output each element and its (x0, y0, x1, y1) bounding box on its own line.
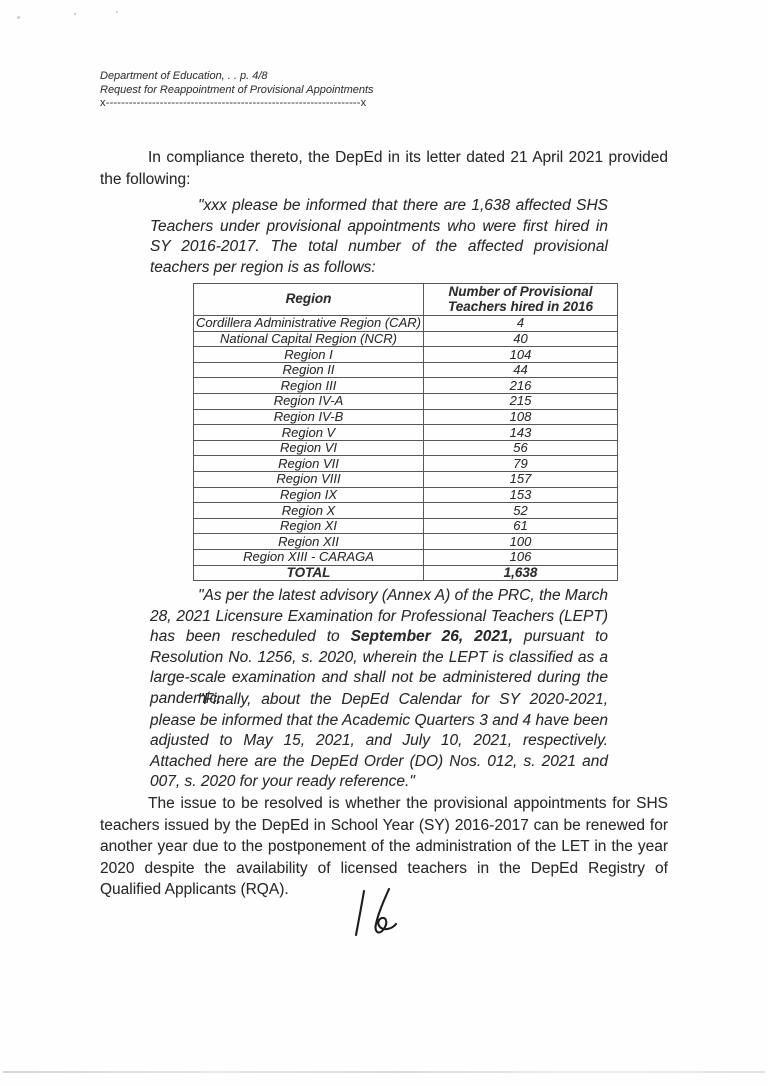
intro-paragraph: In compliance thereto, the DepEd in its letter dated 21 April 2021 provided the following: (100, 149, 668, 188)
count-cell: 61 (424, 518, 618, 534)
table-row (194, 347, 618, 363)
count-cell: 153 (424, 487, 618, 503)
table-row (194, 378, 618, 394)
region-table (193, 283, 618, 581)
document-header (100, 70, 374, 111)
table-row (194, 331, 618, 347)
quote-paragraph-3: "Finally, about the DepEd Calendar for SY 2020-2021, please be informed that the Academic Quarters 3 and 4 have been adjusted to May 15, 2021, and July 10, 2021, respectively. Attached here are the DepEd Order (DO) Nos. 012, s. 2021 and 007, s. 2020 for your ready reference." (150, 691, 608, 790)
count-cell: 44 (424, 362, 618, 378)
total-count-cell: 1,638 (424, 565, 618, 581)
count-cell: 215 (424, 393, 618, 409)
page-edge-line (3, 1071, 765, 1073)
table-row (194, 534, 618, 550)
region-cell: Region V (194, 425, 424, 441)
count-cell: 157 (424, 471, 618, 487)
total-label-cell: TOTAL (194, 565, 424, 581)
table-row (194, 393, 618, 409)
quote2-bold-date: September 26, 2021, (350, 628, 513, 645)
region-cell: Cordillera Administrative Region (CAR) (194, 316, 424, 332)
count-cell: 104 (424, 347, 618, 363)
table-row (194, 456, 618, 472)
count-cell: 100 (424, 534, 618, 550)
header-subject-line: Request for Reappointment of Provisional Appointments (100, 83, 374, 96)
count-cell: 56 (424, 440, 618, 456)
quote-paragraph-1: "xxx please be informed that there are 1,638 affected SHS Teachers under provisional appointments who were first hired in SY 2016-2017. The total number of the affected provisional teachers per region is as follows: (150, 197, 608, 276)
region-cell: Region XIII - CARAGA (194, 549, 424, 565)
column-header-count: Number of Provisional Teachers hired in 2016 (424, 284, 618, 316)
count-cell: 106 (424, 549, 618, 565)
scan-speck (74, 13, 76, 15)
quote2-text-post: pursuant to Resolution No. 1256, s. 2020, wherein the LEPT is classified as a large-scale examination and shall not be administered during the pandemic. (150, 628, 608, 707)
count-cell: 216 (424, 378, 618, 394)
region-cell: Region IX (194, 487, 424, 503)
table-row (194, 487, 618, 503)
closing-paragraph: The issue to be resolved is whether the provisional appointments for SHS teachers issued by the DepEd in School Year (SY) 2016-2017 can be renewed for another year due to the postponement of the administration of the LET in the year 2020 despite the availability of licensed teachers in the DepEd Registry of Qualified Applicants (RQA). (100, 795, 668, 898)
header-rule: x------------------------------------------------------------------x (100, 97, 367, 109)
count-cell: 143 (424, 425, 618, 441)
region-cell: Region XII (194, 534, 424, 550)
region-table-container (193, 283, 618, 581)
table-row (194, 425, 618, 441)
table-row (194, 316, 618, 332)
table-total-row (194, 565, 618, 581)
count-cell: 52 (424, 503, 618, 519)
handwritten-initials-icon (348, 884, 412, 942)
region-cell: Region XI (194, 518, 424, 534)
count-cell: 40 (424, 331, 618, 347)
header-source-line: Department of Education, . . p. 4/8 (100, 70, 268, 82)
region-cell: Region IV-B (194, 409, 424, 425)
region-cell: Region III (194, 378, 424, 394)
table-row (194, 549, 618, 565)
quote2-text-pre: "As per the latest advisory (Annex A) of the PRC, the March 28, 2021 Licensure Examination for Professional Teachers (LEPT) has been rescheduled to (150, 587, 608, 645)
table-row (194, 362, 618, 378)
table-row (194, 440, 618, 456)
region-cell: Region VI (194, 440, 424, 456)
region-cell: Region VIII (194, 471, 424, 487)
scan-speck (17, 16, 20, 19)
table-row (194, 503, 618, 519)
count-cell: 108 (424, 409, 618, 425)
column-header-region: Region (194, 284, 424, 316)
region-cell: Region II (194, 362, 424, 378)
region-cell: Region IV-A (194, 393, 424, 409)
count-cell: 79 (424, 456, 618, 472)
table-row (194, 409, 618, 425)
table-row (194, 471, 618, 487)
region-cell: Region X (194, 503, 424, 519)
region-cell: National Capital Region (NCR) (194, 331, 424, 347)
region-cell: Region VII (194, 456, 424, 472)
scan-speck (116, 11, 118, 13)
region-cell: Region I (194, 347, 424, 363)
count-cell: 4 (424, 316, 618, 332)
table-row (194, 518, 618, 534)
table-header-row (194, 284, 618, 316)
